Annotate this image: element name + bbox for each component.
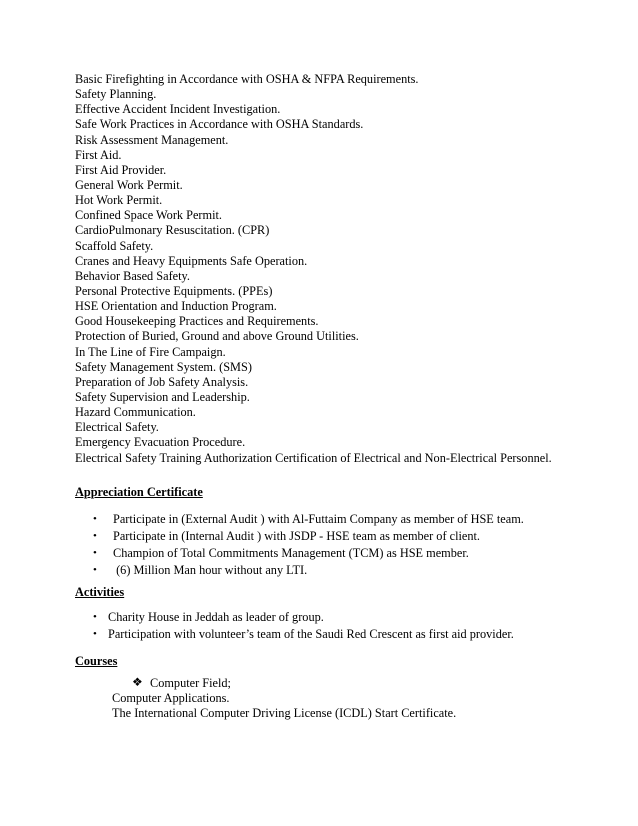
training-item: Risk Assessment Management. bbox=[75, 132, 229, 147]
training-item: Electrical Safety Training Authorization Certification of Electrical and Non-Electrical Personnel. bbox=[75, 450, 552, 465]
list-item-text: Participate in (Internal Audit ) with JSDP - HSE team as member of client. bbox=[113, 529, 481, 543]
training-item: Confined Space Work Permit. bbox=[75, 208, 223, 223]
list-item-text: (6) Million Man hour without any LTI. bbox=[113, 563, 308, 577]
training-item: Personal Protective Equipments. (PPEs) bbox=[75, 283, 273, 298]
bullet-icon: • bbox=[93, 530, 97, 542]
appreciation-heading: Appreciation Certificate bbox=[75, 485, 203, 499]
training-item: Good Housekeeping Practices and Requirements. bbox=[75, 314, 319, 329]
bullet-icon: • bbox=[93, 564, 97, 576]
courses-field: Computer Field; bbox=[150, 676, 231, 690]
training-item: Cranes and Heavy Equipments Safe Operation. bbox=[75, 253, 308, 268]
list-item bbox=[93, 529, 613, 546]
list-item bbox=[93, 627, 613, 644]
list-item bbox=[93, 563, 613, 580]
bullet-icon: • bbox=[93, 547, 97, 559]
training-item: Preparation of Job Safety Analysis. bbox=[75, 374, 249, 389]
training-item: Safe Work Practices in Accordance with OSHA Standards. bbox=[75, 117, 364, 132]
list-item-text: Champion of Total Commitments Management (TCM) as HSE member. bbox=[113, 546, 469, 560]
bullet-icon: • bbox=[93, 611, 97, 623]
training-item: Hot Work Permit. bbox=[75, 193, 163, 208]
list-item bbox=[93, 610, 613, 627]
training-item: Safety Supervision and Leadership. bbox=[75, 389, 250, 404]
training-item: Electrical Safety. bbox=[75, 420, 159, 435]
appreciation-list bbox=[93, 512, 613, 580]
list-item bbox=[93, 512, 613, 529]
training-item: Protection of Buried, Ground and above Ground Utilities. bbox=[75, 329, 359, 344]
training-item: Hazard Communication. bbox=[75, 405, 196, 420]
list-item-text: Participate in (External Audit ) with Al-Futtaim Company as member of HSE team. bbox=[113, 512, 524, 526]
training-item: First Aid Provider. bbox=[75, 162, 167, 177]
training-item: Scaffold Safety. bbox=[75, 238, 154, 253]
training-item: Emergency Evacuation Procedure. bbox=[75, 435, 246, 450]
list-item-text: Charity House in Jeddah as leader of group. bbox=[108, 610, 324, 624]
training-item: CardioPulmonary Resuscitation. (CPR) bbox=[75, 223, 270, 238]
courses-heading: Courses bbox=[75, 654, 118, 668]
bullet-icon: • bbox=[93, 628, 97, 640]
course-line: Computer Applications. bbox=[112, 691, 230, 705]
training-item: General Work Permit. bbox=[75, 177, 183, 192]
training-item: HSE Orientation and Induction Program. bbox=[75, 299, 277, 314]
training-item: Safety Planning. bbox=[75, 87, 157, 102]
training-item: Safety Management System. (SMS) bbox=[75, 359, 252, 374]
training-item: Effective Accident Incident Investigation. bbox=[75, 102, 281, 117]
training-item: Basic Firefighting in Accordance with OSHA & NFPA Requirements. bbox=[75, 72, 419, 86]
training-item: In The Line of Fire Campaign. bbox=[75, 344, 226, 359]
activities-list bbox=[93, 610, 613, 644]
bullet-icon: • bbox=[93, 513, 97, 525]
training-list bbox=[75, 72, 552, 466]
diamond-bullet-icon: ❖ bbox=[132, 675, 143, 689]
list-item bbox=[93, 546, 613, 563]
list-item-text: Participation with volunteer’s team of the Saudi Red Crescent as first aid provider. bbox=[108, 627, 514, 641]
course-line: The International Computer Driving License (ICDL) Start Certificate. bbox=[112, 706, 457, 720]
training-item: First Aid. bbox=[75, 147, 122, 162]
activities-heading: Activities bbox=[75, 585, 125, 599]
training-item: Behavior Based Safety. bbox=[75, 268, 190, 283]
